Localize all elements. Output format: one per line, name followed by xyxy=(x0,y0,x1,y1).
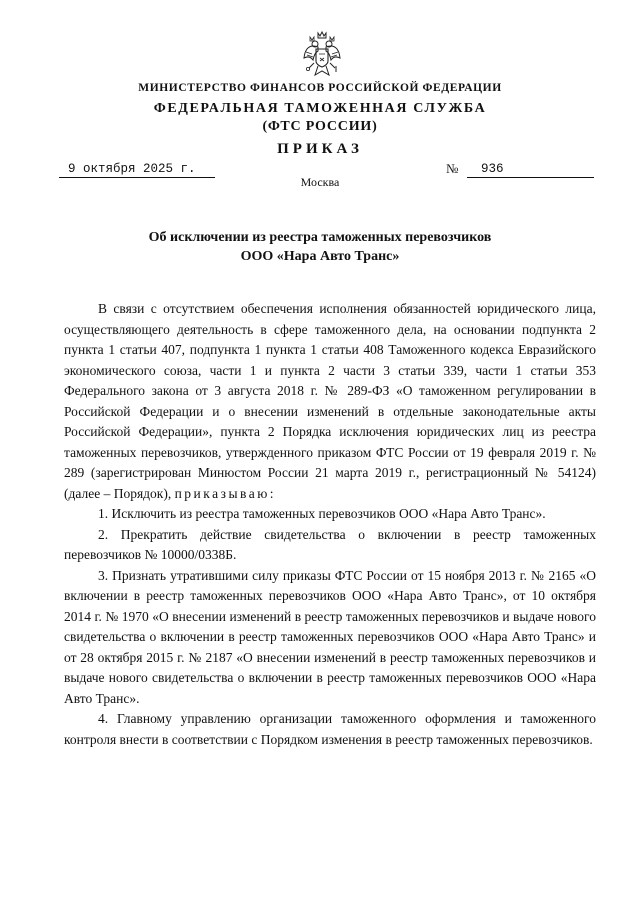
ministry-name: МИНИСТЕРСТВО ФИНАНСОВ РОССИЙСКОЙ ФЕДЕРАЦИИ xyxy=(138,82,502,94)
order-item-2: 2. Прекратить действие свидетельства о включении в реестр таможенных перевозчиков № 10000/0338Б. xyxy=(64,526,596,562)
document-type: ПРИКАЗ xyxy=(277,141,363,157)
order-item-3: 3. Признать утратившими силу приказы ФТС России от 15 ноября 2013 г. № 2165 «О включении в реестр таможенных перевозчиков ООО «Нара Авто Транс», от 10 октября 2014 г. № 1970 «О внесении изменений в реестр таможенных перевозчиков и выдаче нового свидетельства о включении в реестр таможенных перевозчиков ООО «Нара Авто Транс» и от 28 октября 2015 г. № 2187 «О внесении изменений в реестр таможенных перевозчиков и выдаче нового свидетельства о включении в реестр таможенных перевозчиков ООО «Нара Авто Транс». xyxy=(64,567,596,706)
order-date: 9 октября 2025 г. xyxy=(59,162,215,178)
intro-paragraph xyxy=(64,299,596,504)
russian-coat-of-arms-icon xyxy=(302,30,342,78)
service-name: ФЕДЕРАЛЬНАЯ ТАМОЖЕННАЯ СЛУЖБА xyxy=(153,101,487,116)
command-word: приказываю: xyxy=(174,485,277,501)
city: Москва xyxy=(300,175,340,189)
order-title-line-2: ООО «Нара Авто Транс» xyxy=(240,249,400,264)
order-body xyxy=(64,299,596,750)
order-item-4: 4. Главному управлению организации таможенного оформления и таможенного контроля внести в соответствии с Порядком изменения в реестр таможенных перевозчиков. xyxy=(64,711,596,747)
service-abbreviation: (ФТС РОССИИ) xyxy=(262,119,378,134)
order-item-1: 1. Исключить из реестра таможенных перевозчиков ООО «Нара Авто Транс». xyxy=(98,506,546,521)
order-title-line-1: Об исключении из реестра таможенных перевозчиков xyxy=(148,230,492,245)
intro-text: В связи с отсутствием обеспечения исполнения обязанностей юридического лица, осуществляющего деятельность в сфере таможенного дела, на основании подпункта 2 пункта 1 статьи 407, подпункта 1 пункта 1 статьи 408 Таможенного кодекса Евразийского экономического союза, части 1 и пункта 2 части 3 статьи 339, части 1 статьи 353 Федерального закона от 3 августа 2018 г. № 289-ФЗ «О таможенном регулировании в Российской Федерации и о внесении изменений в отдельные законодательные акты Российской Федерации», пункта 2 Порядка исключения юридических лиц из реестра таможенных перевозчиков, утвержденного приказом ФТС России от 19 февраля 2019 г. № 289 (зарегистрирован Минюстом России 21 марта 2019 г., регистрационный № 54124) (далее – Порядок), xyxy=(64,301,596,501)
order-number: 936 xyxy=(467,162,594,178)
order-number-label: № xyxy=(446,161,459,176)
